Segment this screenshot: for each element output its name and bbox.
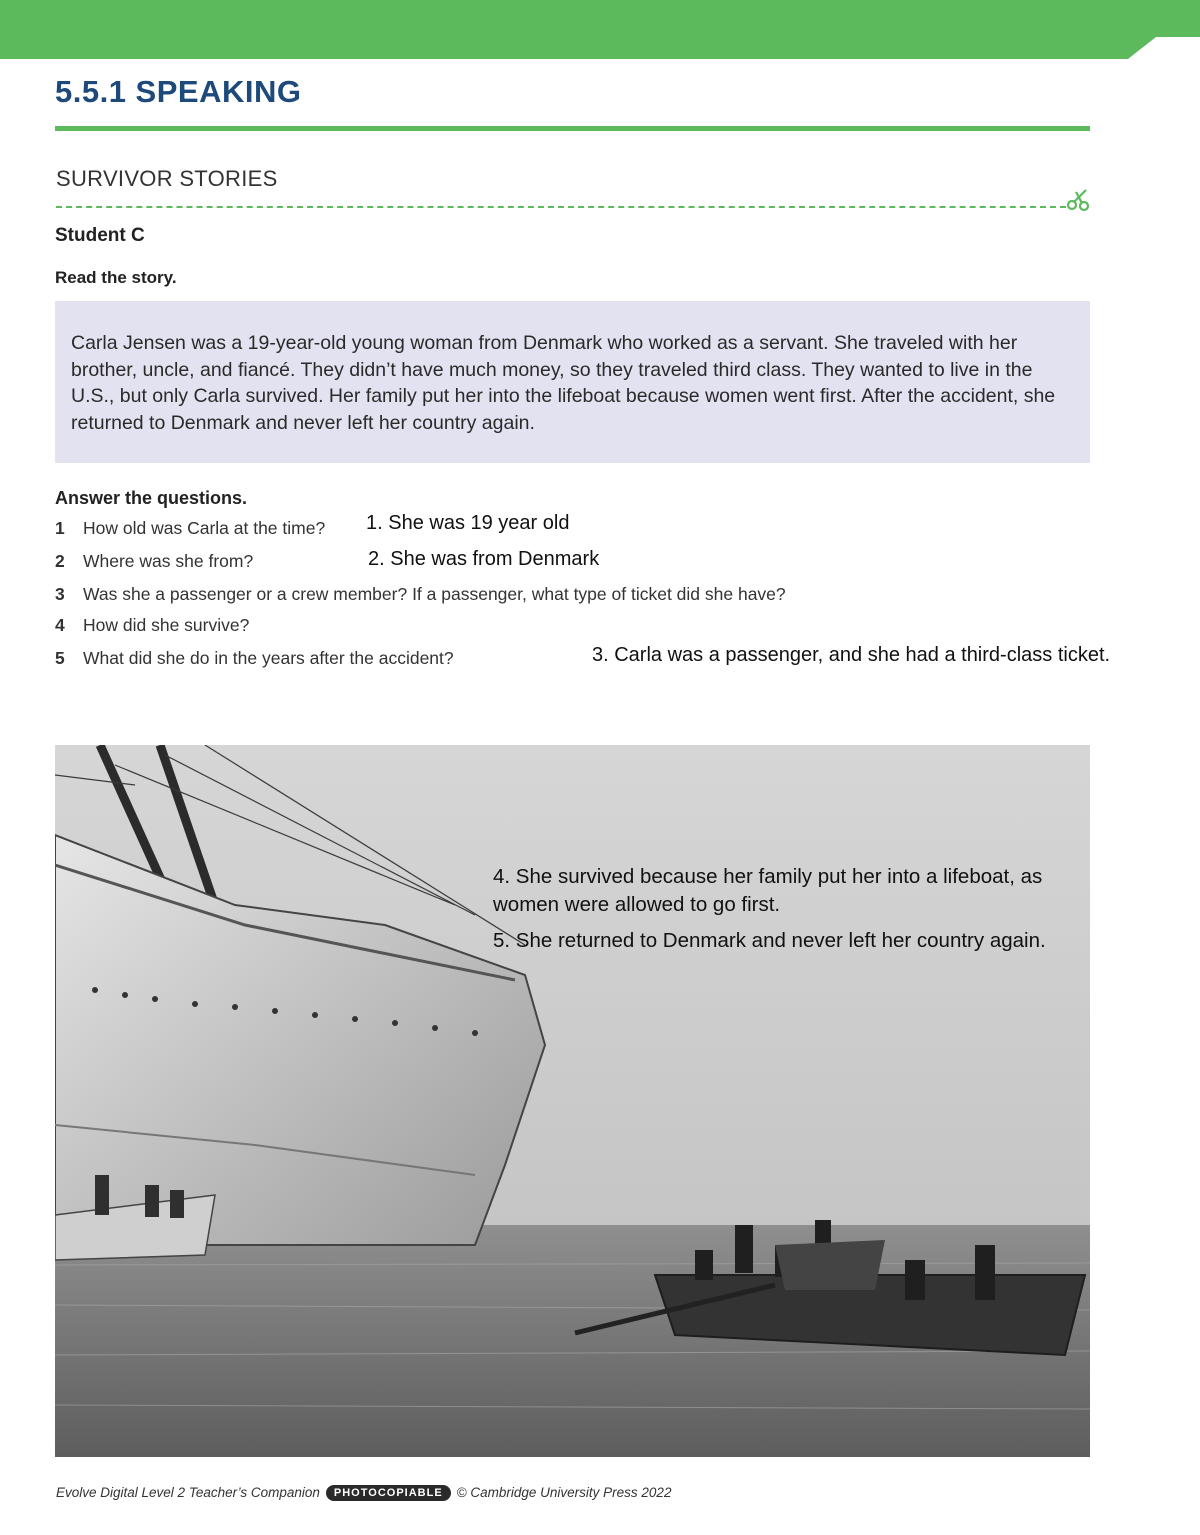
answer-4-line2: women were allowed to go first. (493, 893, 781, 916)
answer-5[interactable]: 5. She returned to Denmark and never left her country again. (493, 929, 1046, 952)
student-label: Student C (55, 225, 145, 246)
question-item (55, 551, 253, 572)
answer-4-line1: 4. She survived because her family put her into a lifeboat, as (493, 865, 1043, 888)
question-text: How did she survive? (83, 615, 250, 635)
question-item (55, 615, 249, 636)
question-text: Where was she from? (83, 551, 254, 571)
question-text: What did she do in the years after the accident? (83, 648, 454, 668)
question-number: 3 (55, 584, 65, 604)
footer-title: Evolve Digital Level 2 Teacher’s Companion (56, 1485, 320, 1500)
question-item (55, 648, 454, 669)
question-text: Was she a passenger or a crew member? If a passenger, what type of ticket did she have? (83, 584, 786, 604)
answer-1[interactable]: 1. She was 19 year old (366, 512, 570, 534)
instruction-text: Read the story. (55, 268, 177, 287)
answer-2[interactable]: 2. She was from Denmark (368, 548, 600, 570)
question-number: 2 (55, 551, 65, 571)
scissors-icon (1064, 187, 1092, 215)
photo-illustration (55, 745, 1090, 1457)
footer (56, 1485, 671, 1501)
questions-heading: Answer the questions. (55, 488, 248, 508)
title-divider (55, 126, 1090, 131)
cut-line (56, 206, 1066, 208)
question-item (55, 584, 786, 605)
answer-4[interactable] (493, 863, 1042, 919)
footer-copyright: © Cambridge University Press 2022 (456, 1485, 672, 1500)
question-number: 1 (55, 518, 65, 538)
worksheet-subtitle: SURVIVOR STORIES (56, 166, 278, 191)
question-text: How old was Carla at the time? (83, 518, 326, 538)
photocopiable-badge: PHOTOCOPIABLE (326, 1485, 451, 1501)
story-text: Carla Jensen was a 19-year-old young woman from Denmark who worked as a servant. She traveled with her brother, uncle, and fiancé. They didn’t have much money, so they traveled third class. They wanted to live in the U.S., but only Carla survived. Her family put her into the lifeboat because women went first. After the accident, she returned to Denmark and never left her country again. (71, 332, 1056, 434)
answer-3[interactable]: 3. Carla was a passenger, and she had a third-class ticket. (592, 644, 1111, 666)
section-title: 5.5.1 SPEAKING (55, 74, 302, 109)
top-banner (0, 0, 1200, 59)
sinking-ship-photo (55, 745, 1090, 1457)
question-number: 5 (55, 648, 65, 668)
question-number: 4 (55, 615, 65, 635)
story-box (55, 301, 1090, 463)
question-item (55, 518, 325, 539)
